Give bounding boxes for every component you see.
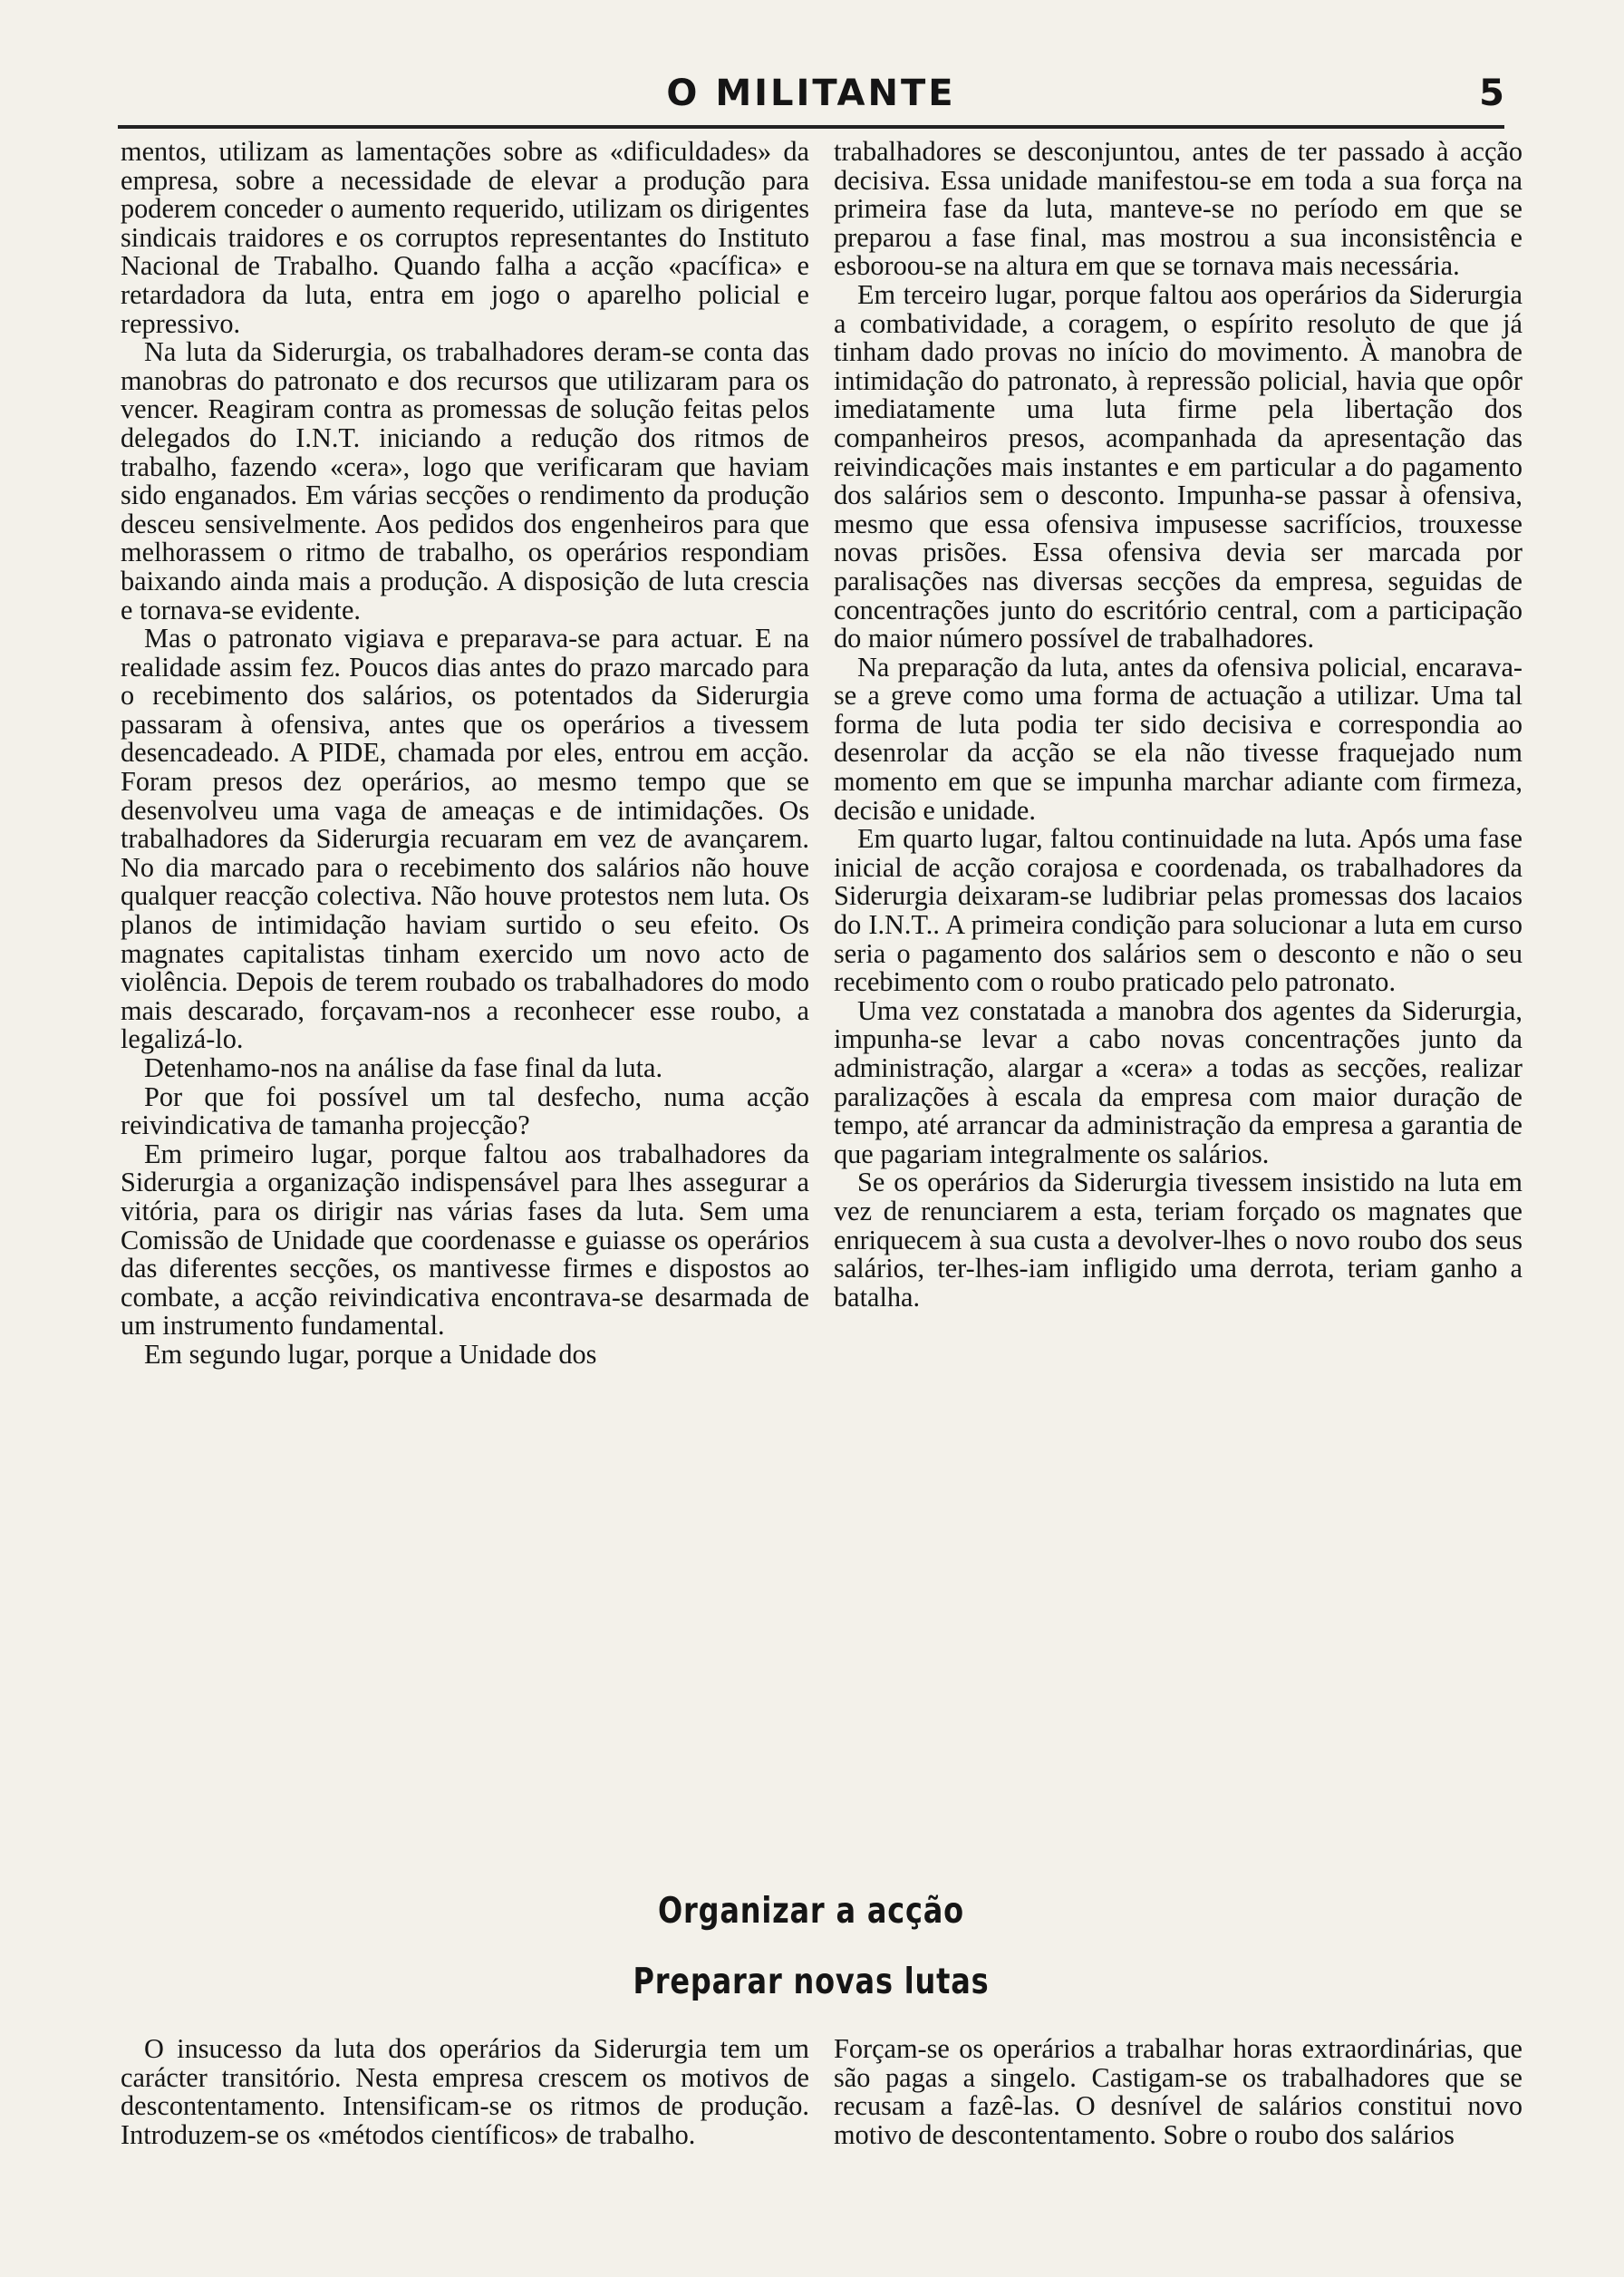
section-headline: Organizar a acção — [658, 1891, 964, 1932]
paragraph: Em segundo lugar, porque a Unidade dos — [144, 1338, 597, 1370]
paragraph: Uma vez constatada a manobra dos agentes da Siderurgia, impunha-se levar a cabo novas concentrações junto da administração, alargar a «cera» a todas as secções, realizar paralizações à escala da empresa com maior duração de tempo, até arrancar da administração da empresa a garantia de que pagariam integralmente os salários. — [834, 994, 1522, 1169]
second-article-column-right — [834, 2035, 1522, 2149]
paragraph: Na luta da Siderurgia, os trabalhadores deram-se conta das manobras do patronato e dos recursos que utilizaram para os vencer. Reagiram contra as promessas de solução feitas pelos delegados do I.N.T. iniciando a redução dos ritmos de trabalho, fazendo «cera», logo que verificaram que haviam sido enganados. Em várias secções o rendimento da produção desceu sensivelmente. Aos pedidos dos engenheiros para que melhorassem o ritmo de trabalho, os operários respondiam baixando ainda mais a produção. A disposição de luta crescia e tornava-se evidente. — [121, 336, 809, 625]
header-rule — [118, 125, 1504, 129]
publication-title: O MILITANTE — [666, 73, 956, 114]
paragraph: Forçam-se os operários a trabalhar horas extraordinárias, que são pagas a singelo. Castigam-se os trabalhadores que se recusam a fazê-las. O desnível de salários constitui novo motivo de descontentamento. Sobre o roubo dos salários — [834, 2033, 1522, 2150]
paragraph: Em primeiro lugar, porque faltou aos trabalhadores da Siderurgia a organização indispensável para lhes assegurar a vitória, para os dirigir nas várias fases da luta. Sem uma Comissão de Unidade que coordenasse e guiasse os operários das diferentes secções, os mantivesse firmes e dispostos ao combate, a acção reivindicativa encontrava-se desarmada de um instrumento fundamental. — [121, 1138, 809, 1342]
paragraph: Por que foi possível um tal desfecho, numa acção reivindicativa de tamanha projecção? — [121, 1080, 809, 1141]
paragraph: Se os operários da Siderurgia tivessem insistido na luta em vez de renunciarem a esta, teriam forçado os magnates que enriquecem à sua custa a devolver-lhes o novo roubo dos seus salários, ter-lhes-iam infligido uma derrota, teriam ganho a batalha. — [834, 1167, 1522, 1313]
paragraph: Detenhamo-nos na análise da fase final da luta. — [144, 1052, 663, 1083]
paragraph: mentos, utilizam as lamentações sobre as «dificuldades» da empresa, sobre a necessidade de elevar a produção para poderem conceder o aumento requerido, utilizam os dirigentes sindicais traidores e os corruptos representantes do Instituto Nacional de Trabalho. Quando falha a acção «pacífica» e retardadora da luta, entra em jogo o aparelho policial e repressivo. — [121, 136, 809, 339]
second-article-column-left — [121, 2035, 809, 2149]
article-column-right — [834, 138, 1522, 1312]
paragraph: Em quarto lugar, faltou continuidade na luta. Após uma fase inicial de acção corajosa e coordenada, os trabalhadores da Siderurgia deixaram-se ludibriar pelas promessas dos lacaios do I.N.T.. A primeira condição para solucionar a luta em curso seria o pagamento dos salários sem o desconto e não o seu recebimento com o roubo praticado pelo patronato. — [834, 823, 1522, 998]
section-subheadline: Preparar novas lutas — [633, 1962, 990, 2002]
paragraph: Mas o patronato vigiava e preparava-se para actuar. E na realidade assim fez. Poucos dias antes do prazo marcado para o recebimento dos salários, os potentados da Siderurgia passaram à ofensiva, antes que os operários a tivessem desencadeado. A PIDE, chamada por eles, entrou em acção. Foram presos dez operários, ao mesmo tempo que se desenvolveu uma vaga de ameaças e de intimidações. Os trabalhadores da Siderurgia recuaram em vez de avançarem. No dia marcado para o recebimento dos salários não houve qualquer reacção colectiva. Não houve protestos nem luta. Os planos de intimidação haviam surtido o seu efeito. Os magnates capitalistas tinham exercido um novo acto de violência. Depois de terem roubado os trabalhadores do modo mais descarado, forçavam-nos a reconhecer esse roubo, a legalizá-lo. — [121, 623, 809, 1055]
paragraph: trabalhadores se desconjuntou, antes de ter passado à acção decisiva. Essa unidade manifestou-se em toda a sua força na primeira fase da luta, manteve-se no período em que se preparou a fase final, mas mostrou a sua inconsistência e esboroou-se na altura em que se tornava mais necessária. — [834, 136, 1522, 282]
page-number: 5 — [1479, 73, 1504, 114]
paragraph: Em terceiro lugar, porque faltou aos operários da Siderurgia a combatividade, a coragem, o espírito resoluto de que já tinham dado provas no início do movimento. À manobra de intimidação do patronato, à repressão policial, havia que opôr imediatamente uma luta firme pela libertação dos companheiros presos, acompanhada da apresentação das reivindicações mais instantes e em particular a do pagamento dos salários sem o desconto. Impunha-se passar à ofensiva, mesmo que essa ofensiva impusesse sacrifícios, trouxesse novas prisões. Essa ofensiva devia ser marcada por paralisações nas diversas secções da empresa, seguidas de concentrações junto do escritório central, com a participação do maior número possível de trabalhadores. — [834, 278, 1522, 654]
paragraph: O insucesso da luta dos operários da Siderurgia tem um carácter transitório. Nesta empresa crescem os motivos de descontentamento. Intensificam-se os ritmos de produção. Introduzem-se os «métodos científicos» de trabalho. — [121, 2033, 809, 2150]
article-column-left — [121, 138, 809, 1370]
page-header — [118, 73, 1504, 127]
paragraph: Na preparação da luta, antes da ofensiva policial, encarava-se a greve como uma forma de actuação a utilizar. Uma tal forma de luta podia ter sido decisiva e correspondia ao desenrolar da acção se ela não tivesse fraquejado num momento em que se impunha marchar adiante com firmeza, decisão e unidade. — [834, 651, 1522, 826]
